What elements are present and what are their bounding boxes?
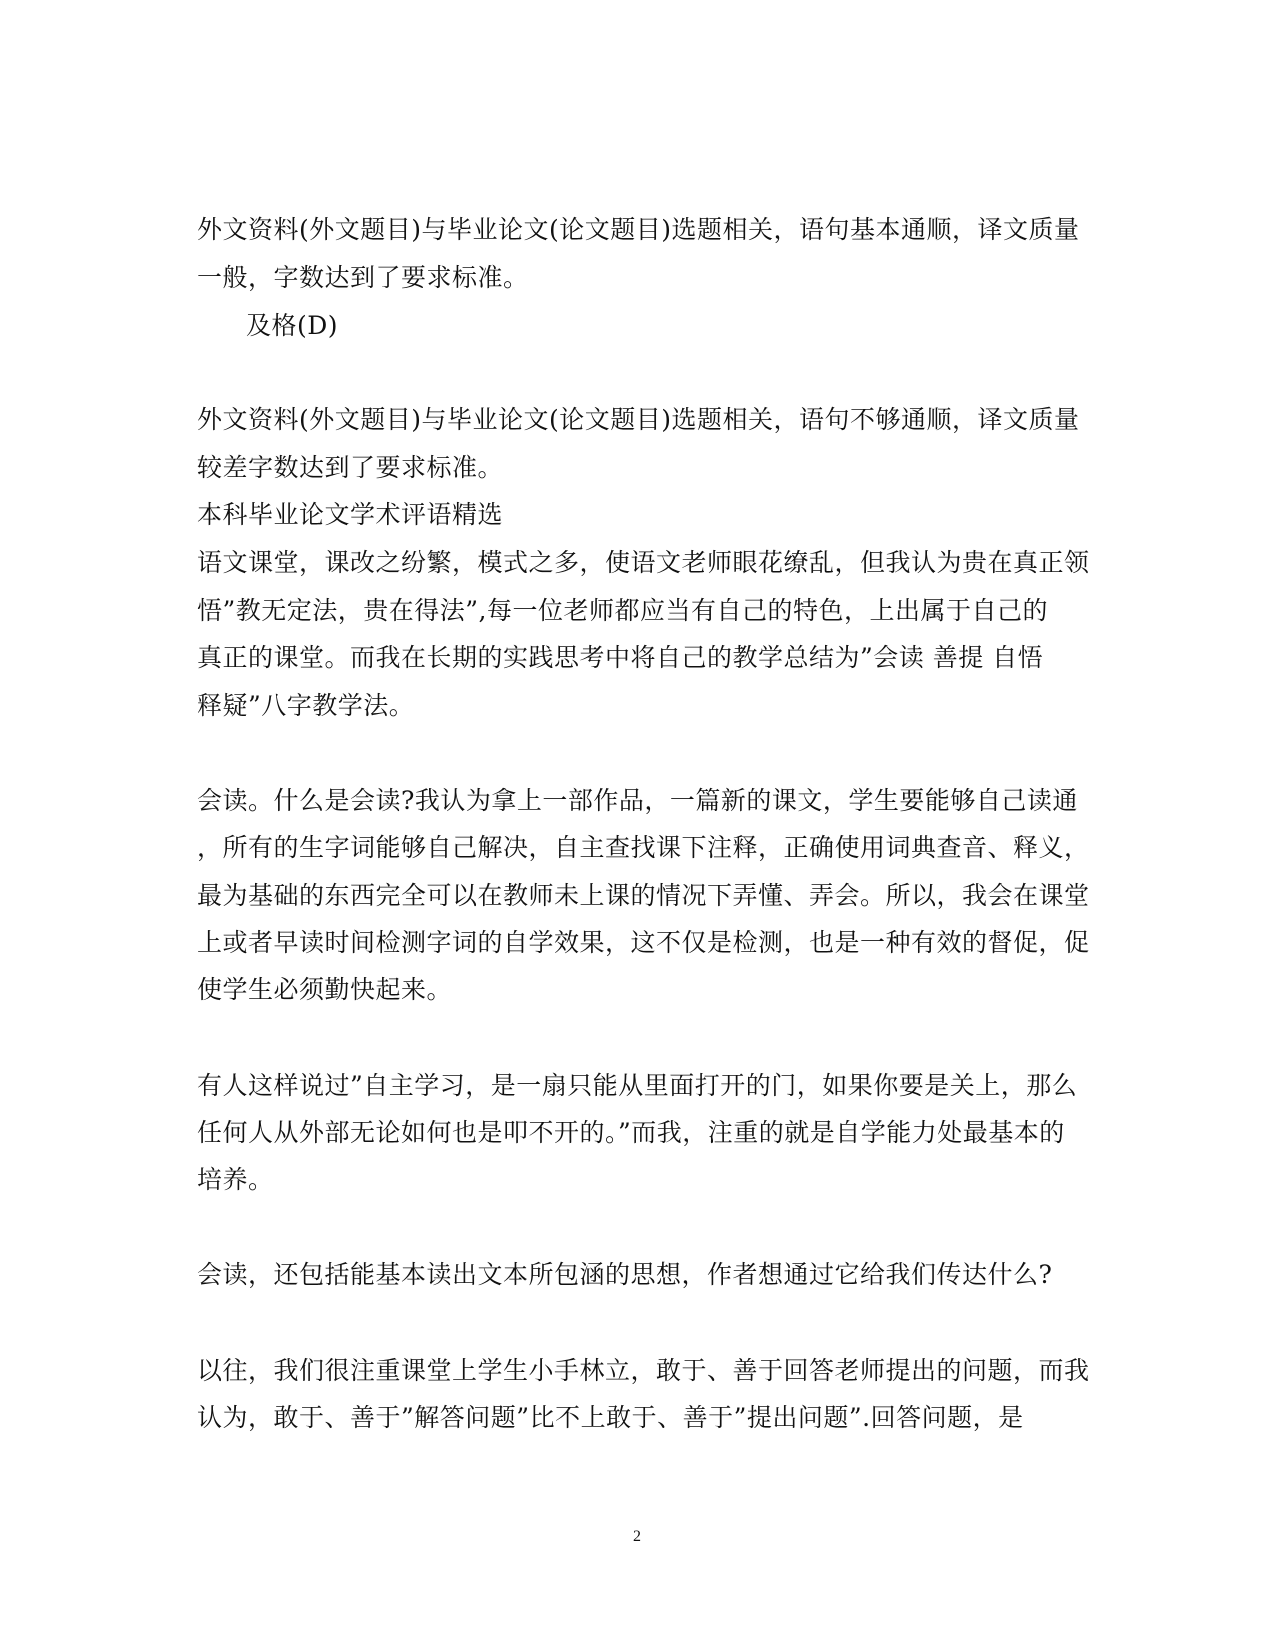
text-line: 悟”教无定法，贵在得法”,每一位老师都应当有自己的特色，上出属于自己的 [197,596,1049,625]
text-line: 较差字数达到了要求标准。 [197,453,504,482]
text-line: 任何人从外部无论如何也是叩不开的。”而我，注重的就是自学能力处最基本的 [197,1118,1065,1147]
text-line: 有人这样说过”自主学习，是一扇只能从里面打开的门，如果你要是关上，那么 [197,1071,1078,1100]
grade-heading: 及格(D) [246,311,339,340]
text-line: 使学生必须勤快起来。 [197,975,453,1004]
text-line: 外文资料(外文题目)与毕业论文(论文题目)选题相关，语句基本通顺，译文质量 [197,215,1080,244]
text-line: 一般，字数达到了要求标准。 [197,263,529,292]
page-number: 2 [633,1528,641,1545]
text-line: 最为基础的东西完全可以在教师未上课的情况下弄懂、弄会。所以，我会在课堂 [197,881,1090,910]
text-line: 语文课堂，课改之纷繁，模式之多，使语文老师眼花缭乱，但我认为贵在真正领 [197,548,1090,577]
text-line: 培养。 [197,1165,274,1194]
text-line: 真正的课堂。而我在长期的实践思考中将自己的教学总结为”会读 善提 自悟 [197,643,1044,672]
text-line: ，所有的生字词能够自己解决，自主查找课下注释，正确使用词典查音、释义， [197,833,1090,862]
text-line: 会读，还包括能基本读出文本所包涵的思想，作者想通过它给我们传达什么? [197,1260,1053,1289]
text-line: 上或者早读时间检测字词的自学效果，这不仅是检测，也是一种有效的督促，促 [197,928,1090,957]
text-line: 外文资料(外文题目)与毕业论文(论文题目)选题相关，语句不够通顺，译文质量 [197,405,1080,434]
section-title: 本科毕业论文学术评语精选 [197,500,504,529]
text-line: 认为，敢于、善于”解答问题”比不上敢于、善于”提出问题”.回答问题，是 [197,1403,1024,1432]
text-line: 会读。什么是会读?我认为拿上一部作品，一篇新的课文，学生要能够自己读通 [197,786,1078,815]
text-line: 释疑”八字教学法。 [197,691,415,720]
text-line: 以往，我们很注重课堂上学生小手林立，敢于、善于回答老师提出的问题，而我 [197,1356,1090,1385]
